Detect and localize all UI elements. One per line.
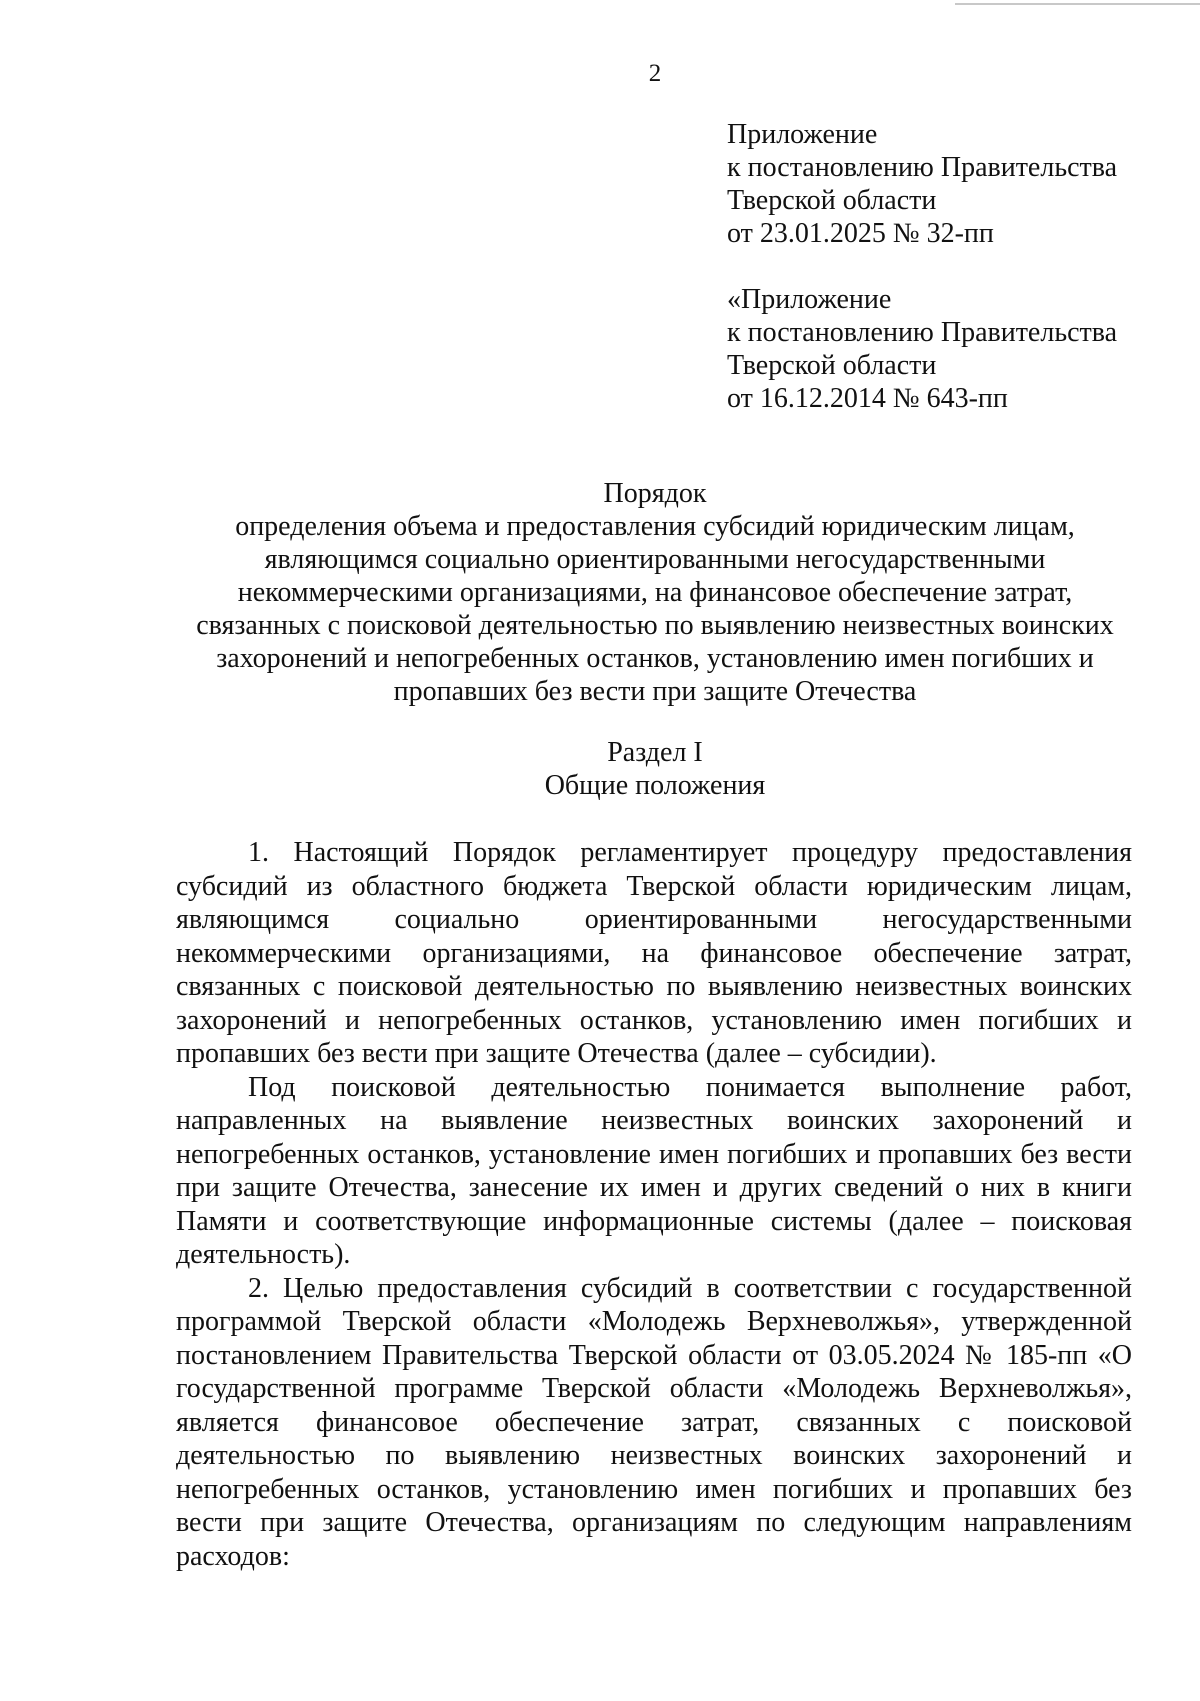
title-line: захоронений и непогребенных останков, установлению имен погибших и — [216, 643, 1094, 674]
section-heading — [140, 736, 1170, 802]
appendix-line: Тверской области — [727, 185, 937, 216]
appendix-line: «Приложение — [727, 284, 892, 315]
appendix-line: к постановлению Правительства — [727, 317, 1118, 348]
appendix-line: от 16.12.2014 № 643-пп — [727, 383, 1008, 414]
section-name: Общие положения — [544, 770, 766, 801]
appendix-line: от 23.01.2025 № 32-пп — [727, 218, 994, 249]
title-line: связанных с поисковой деятельностью по выявлению неизвестных воинских — [196, 610, 1114, 641]
appendix-header-original — [727, 283, 1117, 415]
title-line: определения объема и предоставления субсидий юридическим лицам, — [235, 511, 1075, 542]
title-line: являющимся социально ориентированными негосударственными — [264, 544, 1046, 575]
body-text — [176, 836, 1132, 1573]
paragraph: 1. Настоящий Порядок регламентирует процедуру предоставления субсидий из областного бюджета Тверской области юридическим лицам, являющимся социально ориентированными негосударственными некоммерческими организациями, на финансовое обеспечение затрат, связанных с поисковой деятельностью по выявлению неизвестных воинских захоронений и непогребенных останков, установлению имен погибших и пропавших без вести при защите Отечества (далее – субсидии). — [176, 837, 1132, 1069]
paragraph: 2. Целью предоставления субсидий в соответствии с государственной программой Тверской области «Молодежь Верхневолжья», утвержденной постановлением Правительства Тверской области от 03.05.2024 № 185-пп «О государственной программе Тверской области «Молодежь Верхневолжья», является финансовое обеспечение затрат, связанных с поисковой деятельностью по выявлению неизвестных воинских захоронений и непогребенных останков, установлению имен погибших и пропавших без вести при защите Отечества, организациям по следующим направлениям расходов: — [176, 1272, 1132, 1572]
paragraph: Под поисковой деятельностью понимается выполнение работ, направленных на выявление неизвестных воинских захоронений и непогребенных останков, установление имен погибших и пропавших без вести при защите Отечества, занесение их имен и других сведений о них в книги Памяти и соответствующие информационные системы (далее – поисковая деятельность). — [176, 1071, 1132, 1270]
title-heading: Порядок — [603, 478, 707, 509]
section-number: Раздел I — [607, 737, 703, 768]
appendix-header-current — [727, 118, 1117, 250]
appendix-line: Приложение — [727, 119, 878, 150]
appendix-line: к постановлению Правительства — [727, 152, 1118, 183]
appendix-line: Тверской области — [727, 350, 937, 381]
page-number: 2 — [648, 60, 662, 87]
document-title — [140, 477, 1170, 708]
scan-artifact-line — [955, 3, 1200, 5]
title-line: некоммерческими организациями, на финансовое обеспечение затрат, — [237, 577, 1073, 608]
title-line: пропавших без вести при защите Отечества — [393, 676, 917, 707]
